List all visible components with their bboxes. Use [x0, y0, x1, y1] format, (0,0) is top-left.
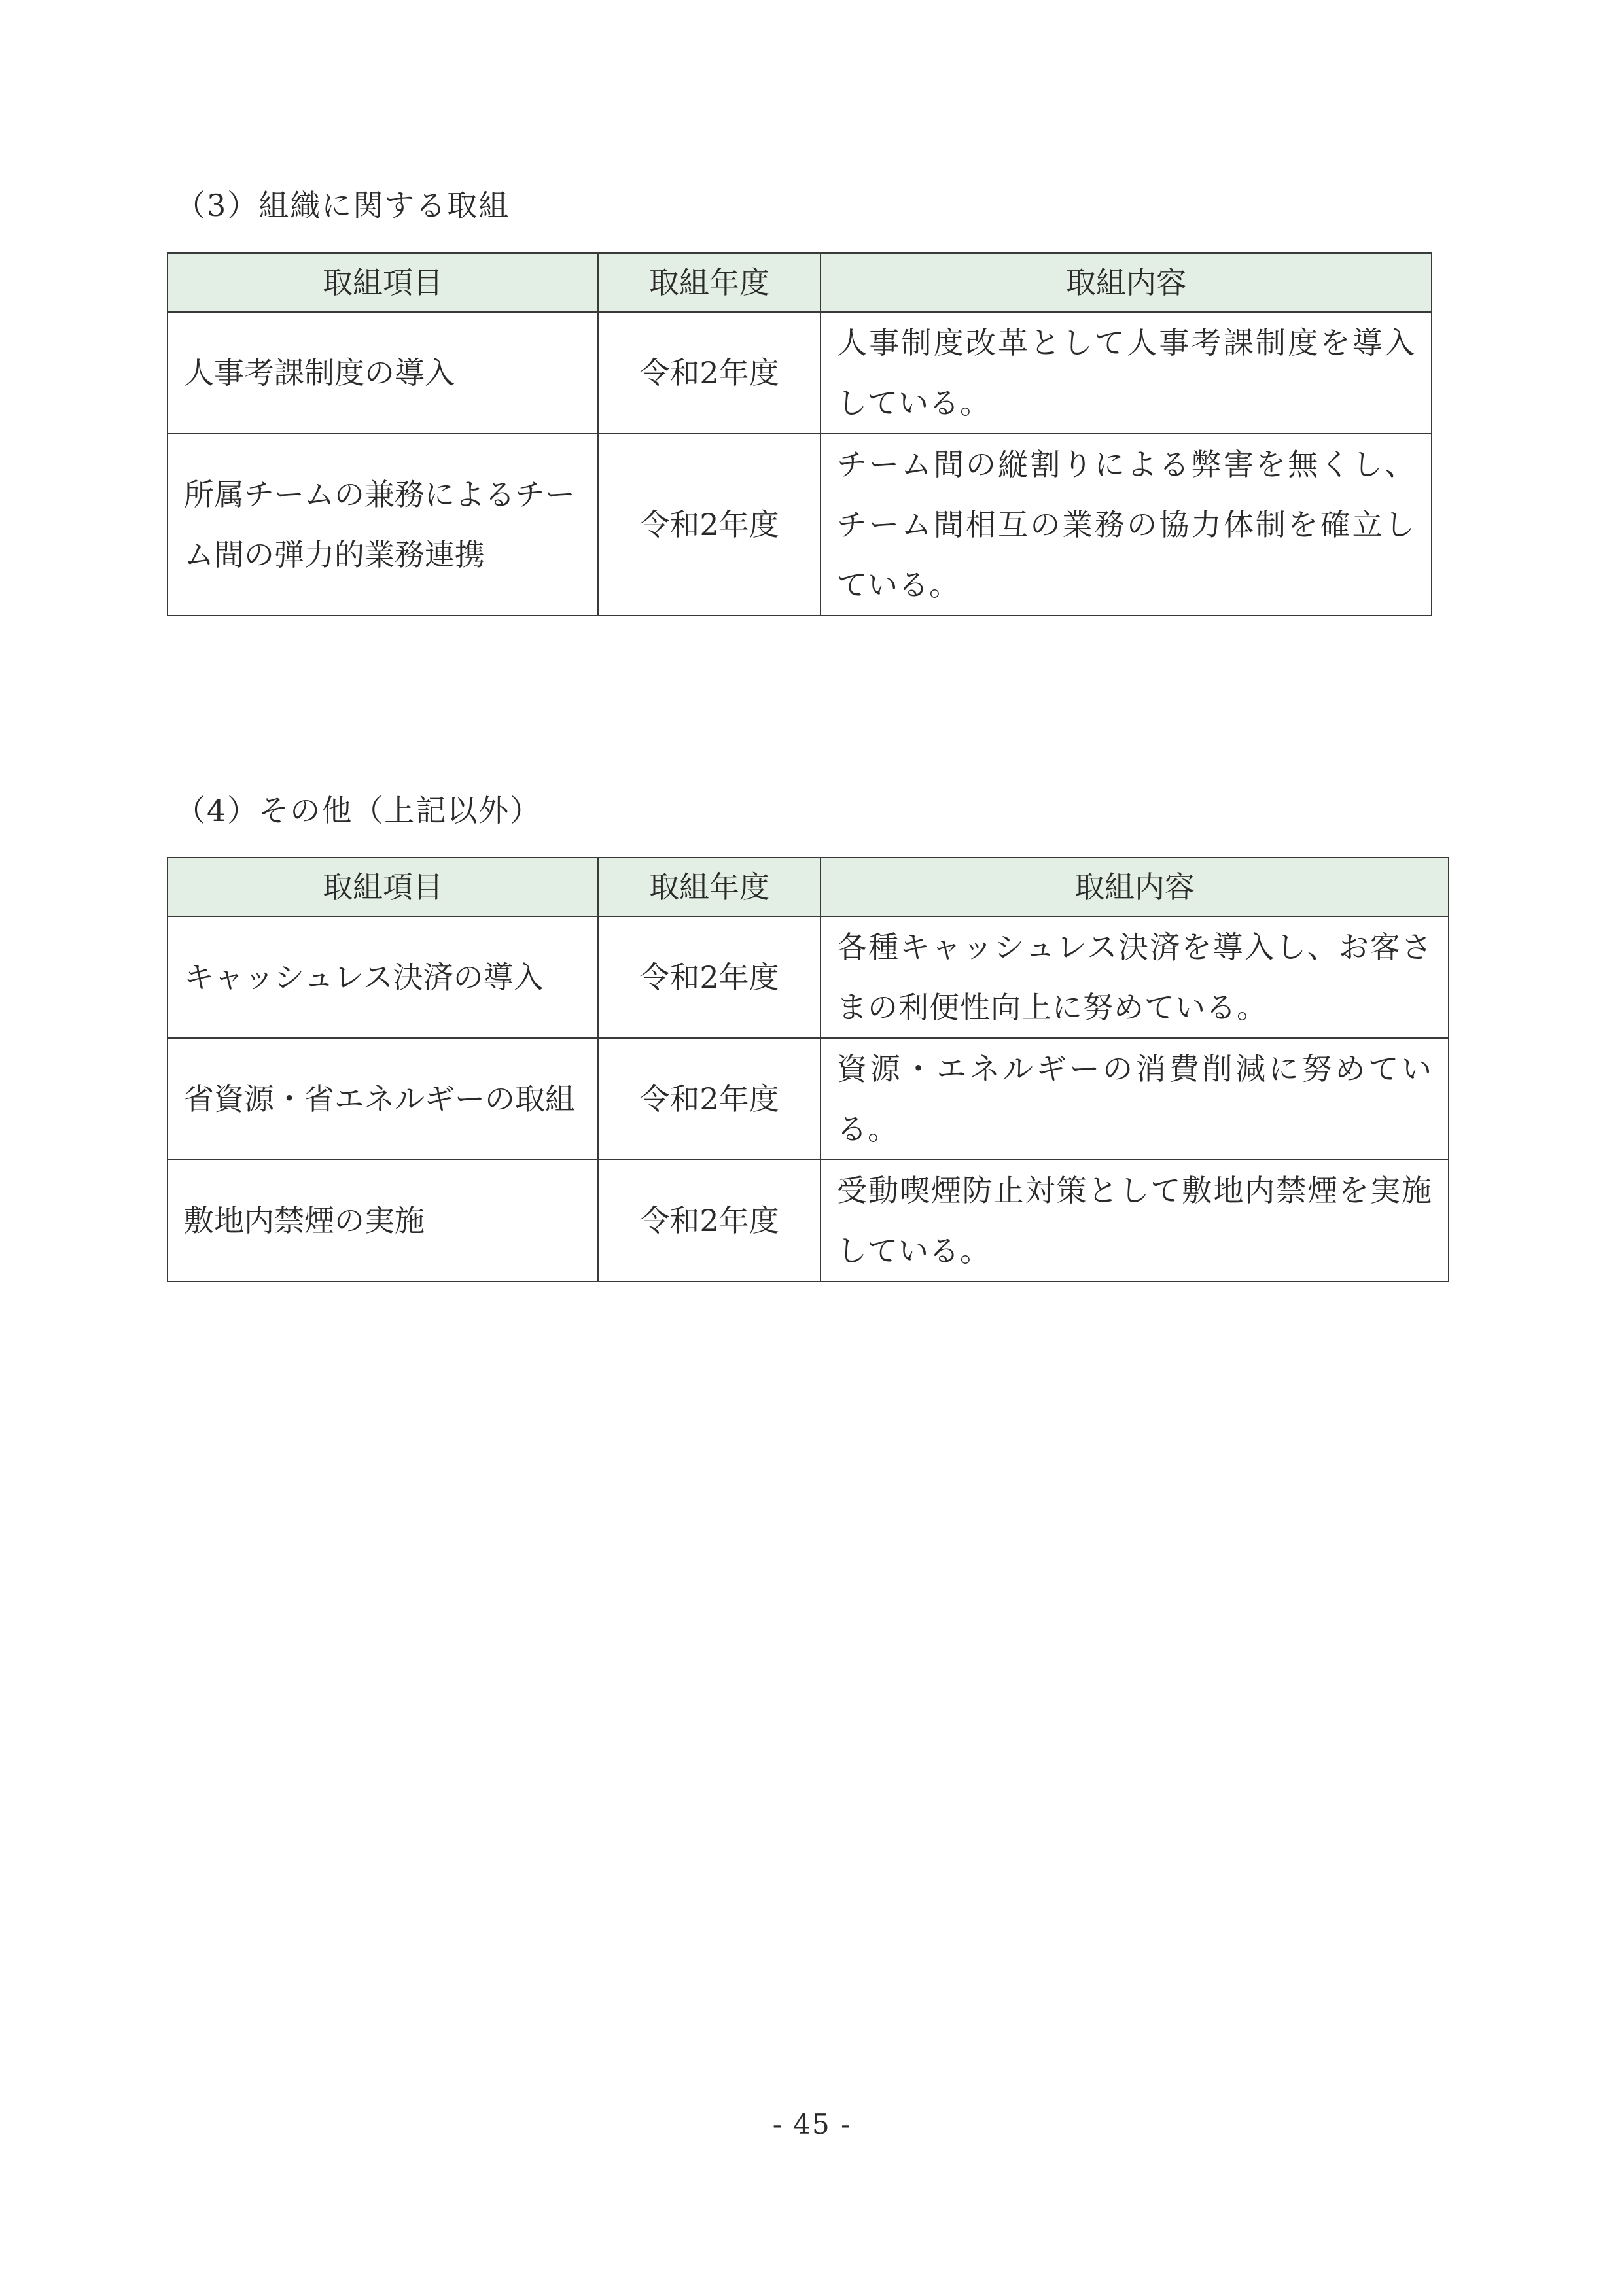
row-item: 敷地内禁煙の実施 — [168, 1160, 598, 1281]
row-content: チーム間の縦割りによる弊害を無くし、チーム間相互の業務の協力体制を確立している。 — [821, 434, 1432, 616]
other-initiatives-table — [167, 857, 1449, 1282]
table-row — [168, 434, 1432, 616]
row-content: 人事制度改革として人事考課制度を導入している。 — [821, 312, 1432, 434]
section-4-title: （4）その他（上記以外） — [175, 793, 542, 828]
row-year: 令和2年度 — [598, 312, 821, 434]
header-item: 取組項目 — [168, 253, 598, 312]
row-year: 令和2年度 — [598, 434, 821, 616]
table-row — [168, 1160, 1449, 1281]
row-content: 受動喫煙防止対策として敷地内禁煙を実施している。 — [821, 1160, 1449, 1281]
table-row — [168, 312, 1432, 434]
row-content: 資源・エネルギーの消費削減に努めている。 — [821, 1038, 1449, 1160]
table-row — [168, 916, 1449, 1038]
row-year: 令和2年度 — [598, 1160, 821, 1281]
row-item: キャッシュレス決済の導入 — [168, 916, 598, 1038]
row-item: 人事考課制度の導入 — [168, 312, 598, 434]
section-3-title: （3）組織に関する取組 — [175, 188, 510, 223]
header-content: 取組内容 — [821, 858, 1449, 916]
row-year: 令和2年度 — [598, 916, 821, 1038]
header-item: 取組項目 — [168, 858, 598, 916]
table-header-row — [168, 858, 1449, 916]
header-year: 取組年度 — [598, 858, 821, 916]
row-item: 省資源・省エネルギーの取組 — [168, 1038, 598, 1160]
row-item: 所属チームの兼務によるチーム間の弾力的業務連携 — [168, 434, 598, 616]
organization-initiatives-table — [167, 252, 1432, 616]
header-content: 取組内容 — [821, 253, 1432, 312]
header-year: 取組年度 — [598, 253, 821, 312]
row-year: 令和2年度 — [598, 1038, 821, 1160]
row-content: 各種キャッシュレス決済を導入し、お客さまの利便性向上に努めている。 — [821, 916, 1449, 1038]
table-row — [168, 1038, 1449, 1160]
table-header-row — [168, 253, 1432, 312]
page-number: - 45 - — [772, 2108, 852, 2140]
